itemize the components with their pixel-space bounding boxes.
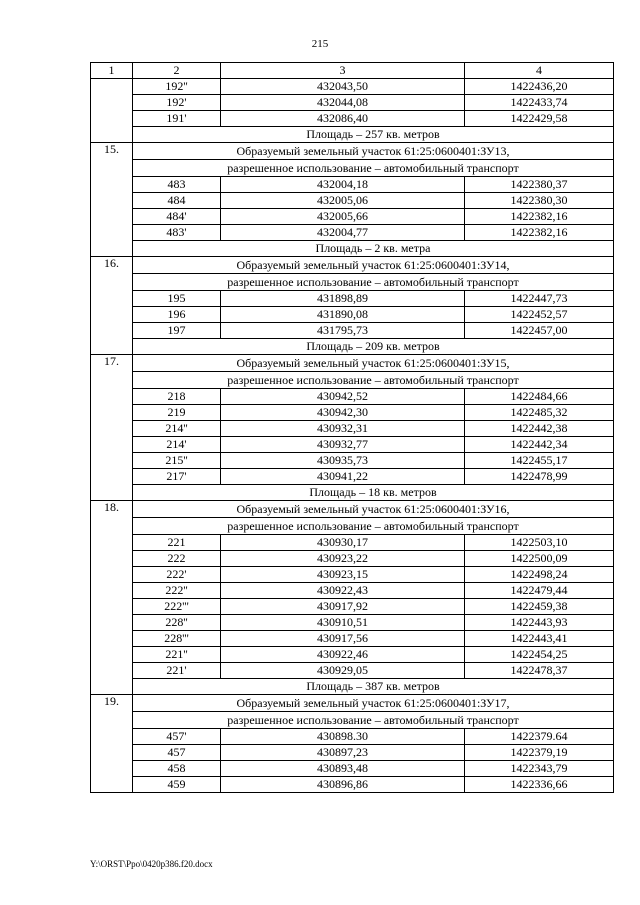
point-id: 222'' xyxy=(133,583,221,599)
area-row xyxy=(91,485,614,501)
section-title-row xyxy=(91,695,614,712)
coord-x: 430923,22 xyxy=(221,551,465,567)
section-title-row xyxy=(91,257,614,274)
point-id: 483' xyxy=(133,225,221,241)
section-title: Образуемый земельный участок 61:25:0600401:ЗУ13, xyxy=(133,143,614,160)
point-row xyxy=(91,551,614,567)
point-id: 214' xyxy=(133,437,221,453)
point-row xyxy=(91,225,614,241)
point-row xyxy=(91,615,614,631)
area-row xyxy=(91,127,614,143)
point-row xyxy=(91,777,614,793)
coord-x: 431795,73 xyxy=(221,323,465,339)
coord-y: 1422336,66 xyxy=(465,777,614,793)
point-row xyxy=(91,647,614,663)
section-usage: разрешенное использование – автомобильный транспорт xyxy=(133,274,614,291)
point-row xyxy=(91,583,614,599)
point-id: 195 xyxy=(133,291,221,307)
point-row xyxy=(91,631,614,647)
header-cell: 1 xyxy=(91,63,133,79)
point-id: 218 xyxy=(133,389,221,405)
coord-x: 430910,51 xyxy=(221,615,465,631)
section-usage-row xyxy=(91,274,614,291)
point-id: 197 xyxy=(133,323,221,339)
coordinates-table xyxy=(90,62,614,793)
coord-x: 430942,30 xyxy=(221,405,465,421)
point-row xyxy=(91,729,614,745)
point-row xyxy=(91,567,614,583)
point-row xyxy=(91,193,614,209)
point-row xyxy=(91,323,614,339)
point-row xyxy=(91,177,614,193)
point-id: 484 xyxy=(133,193,221,209)
area-text: Площадь – 209 кв. метров xyxy=(133,339,614,355)
point-id: 214'' xyxy=(133,421,221,437)
point-row xyxy=(91,535,614,551)
section-usage: разрешенное использование – автомобильный транспорт xyxy=(133,160,614,177)
coord-x: 432004,77 xyxy=(221,225,465,241)
point-id: 196 xyxy=(133,307,221,323)
point-row xyxy=(91,291,614,307)
coord-x: 432086,40 xyxy=(221,111,465,127)
area-text: Площадь – 387 кв. метров xyxy=(133,679,614,695)
section-usage-row xyxy=(91,518,614,535)
area-row xyxy=(91,679,614,695)
point-id: 221'' xyxy=(133,647,221,663)
point-id: 191' xyxy=(133,111,221,127)
coord-x: 430922,43 xyxy=(221,583,465,599)
point-row xyxy=(91,745,614,761)
coord-y: 1422454,25 xyxy=(465,647,614,663)
point-id: 192'' xyxy=(133,79,221,95)
point-row xyxy=(91,599,614,615)
point-id: 217' xyxy=(133,469,221,485)
coord-y: 1422503,10 xyxy=(465,535,614,551)
area-row xyxy=(91,339,614,355)
header-cell: 4 xyxy=(465,63,614,79)
point-row xyxy=(91,437,614,453)
coord-y: 1422343,79 xyxy=(465,761,614,777)
coord-y: 1422380,30 xyxy=(465,193,614,209)
section-number: 18. xyxy=(91,501,133,695)
point-id: 459 xyxy=(133,777,221,793)
coord-y: 1422382,16 xyxy=(465,225,614,241)
section-usage-row xyxy=(91,160,614,177)
coord-x: 432044,08 xyxy=(221,95,465,111)
point-id: 219 xyxy=(133,405,221,421)
coord-y: 1422485,32 xyxy=(465,405,614,421)
coord-x: 430935,73 xyxy=(221,453,465,469)
point-row xyxy=(91,111,614,127)
area-text: Площадь – 18 кв. метров xyxy=(133,485,614,501)
coord-y: 1422380,37 xyxy=(465,177,614,193)
coord-y: 1422452,57 xyxy=(465,307,614,323)
point-row xyxy=(91,405,614,421)
point-row xyxy=(91,389,614,405)
section-title: Образуемый земельный участок 61:25:0600401:ЗУ15, xyxy=(133,355,614,372)
section-number: 16. xyxy=(91,257,133,355)
coord-y: 1422500,09 xyxy=(465,551,614,567)
section-title-row xyxy=(91,355,614,372)
area-text: Площадь – 2 кв. метра xyxy=(133,241,614,257)
coord-y: 1422436,20 xyxy=(465,79,614,95)
point-id: 228'' xyxy=(133,615,221,631)
point-id: 222''' xyxy=(133,599,221,615)
header-cell: 2 xyxy=(133,63,221,79)
page-number: 215 xyxy=(311,38,329,50)
coord-x: 430929,05 xyxy=(221,663,465,679)
section-usage: разрешенное использование – автомобильный транспорт xyxy=(133,712,614,729)
point-id: 222 xyxy=(133,551,221,567)
section-title-row xyxy=(91,501,614,518)
header-cell: 3 xyxy=(221,63,465,79)
coord-y: 1422443,93 xyxy=(465,615,614,631)
coord-y: 1422455,17 xyxy=(465,453,614,469)
coord-x: 430896,86 xyxy=(221,777,465,793)
coord-y: 1422379,19 xyxy=(465,745,614,761)
coord-y: 1422442,34 xyxy=(465,437,614,453)
point-row xyxy=(91,453,614,469)
point-row xyxy=(91,95,614,111)
section-number: 17. xyxy=(91,355,133,501)
section-number: 19. xyxy=(91,695,133,793)
coord-x: 431890,08 xyxy=(221,307,465,323)
point-row xyxy=(91,209,614,225)
coord-x: 430922,46 xyxy=(221,647,465,663)
coord-y: 1422478,37 xyxy=(465,663,614,679)
header-row xyxy=(91,63,614,79)
coord-y: 1422479,44 xyxy=(465,583,614,599)
point-row xyxy=(91,761,614,777)
coord-x: 430897,23 xyxy=(221,745,465,761)
point-id: 192' xyxy=(133,95,221,111)
point-id: 215'' xyxy=(133,453,221,469)
coord-y: 1422433,74 xyxy=(465,95,614,111)
file-path-footer: Y:\ORST\Ppo\0420p386.f20.docx xyxy=(90,859,213,869)
coord-y: 1422447,73 xyxy=(465,291,614,307)
point-id: 221 xyxy=(133,535,221,551)
section-usage: разрешенное использование – автомобильный транспорт xyxy=(133,518,614,535)
point-id: 228''' xyxy=(133,631,221,647)
area-text: Площадь – 257 кв. метров xyxy=(133,127,614,143)
coord-x: 431898,89 xyxy=(221,291,465,307)
coord-x: 432005,66 xyxy=(221,209,465,225)
coord-y: 1422457,00 xyxy=(465,323,614,339)
point-row xyxy=(91,469,614,485)
section-title: Образуемый земельный участок 61:25:0600401:ЗУ16, xyxy=(133,501,614,518)
section-title: Образуемый земельный участок 61:25:0600401:ЗУ14, xyxy=(133,257,614,274)
section-usage-row xyxy=(91,712,614,729)
point-id: 457' xyxy=(133,729,221,745)
coord-x: 432043,50 xyxy=(221,79,465,95)
section-usage: разрешенное использование – автомобильный транспорт xyxy=(133,372,614,389)
coord-y: 1422443,41 xyxy=(465,631,614,647)
coord-y: 1422484,66 xyxy=(465,389,614,405)
coord-y: 1422429,58 xyxy=(465,111,614,127)
point-id: 484' xyxy=(133,209,221,225)
coord-y: 1422442,38 xyxy=(465,421,614,437)
section-number xyxy=(91,79,133,143)
coord-y: 1422498,24 xyxy=(465,567,614,583)
point-id: 457 xyxy=(133,745,221,761)
coord-x: 430930,17 xyxy=(221,535,465,551)
point-id: 483 xyxy=(133,177,221,193)
coord-y: 1422459,38 xyxy=(465,599,614,615)
coord-x: 430942,52 xyxy=(221,389,465,405)
point-row xyxy=(91,663,614,679)
point-row xyxy=(91,307,614,323)
coord-x: 430898.30 xyxy=(221,729,465,745)
point-row xyxy=(91,421,614,437)
coord-x: 430923,15 xyxy=(221,567,465,583)
section-title: Образуемый земельный участок 61:25:0600401:ЗУ17, xyxy=(133,695,614,712)
coord-y: 1422382,16 xyxy=(465,209,614,225)
coord-x: 432004,18 xyxy=(221,177,465,193)
coord-x: 430932,31 xyxy=(221,421,465,437)
point-id: 222' xyxy=(133,567,221,583)
coord-x: 430917,92 xyxy=(221,599,465,615)
coord-x: 430917,56 xyxy=(221,631,465,647)
coord-x: 432005,06 xyxy=(221,193,465,209)
coord-y: 1422478,99 xyxy=(465,469,614,485)
coord-x: 430893,48 xyxy=(221,761,465,777)
point-id: 458 xyxy=(133,761,221,777)
coord-x: 430932,77 xyxy=(221,437,465,453)
point-id: 221' xyxy=(133,663,221,679)
area-row xyxy=(91,241,614,257)
section-number: 15. xyxy=(91,143,133,257)
coord-y: 1422379.64 xyxy=(465,729,614,745)
point-row xyxy=(91,79,614,95)
section-title-row xyxy=(91,143,614,160)
coord-x: 430941,22 xyxy=(221,469,465,485)
section-usage-row xyxy=(91,372,614,389)
